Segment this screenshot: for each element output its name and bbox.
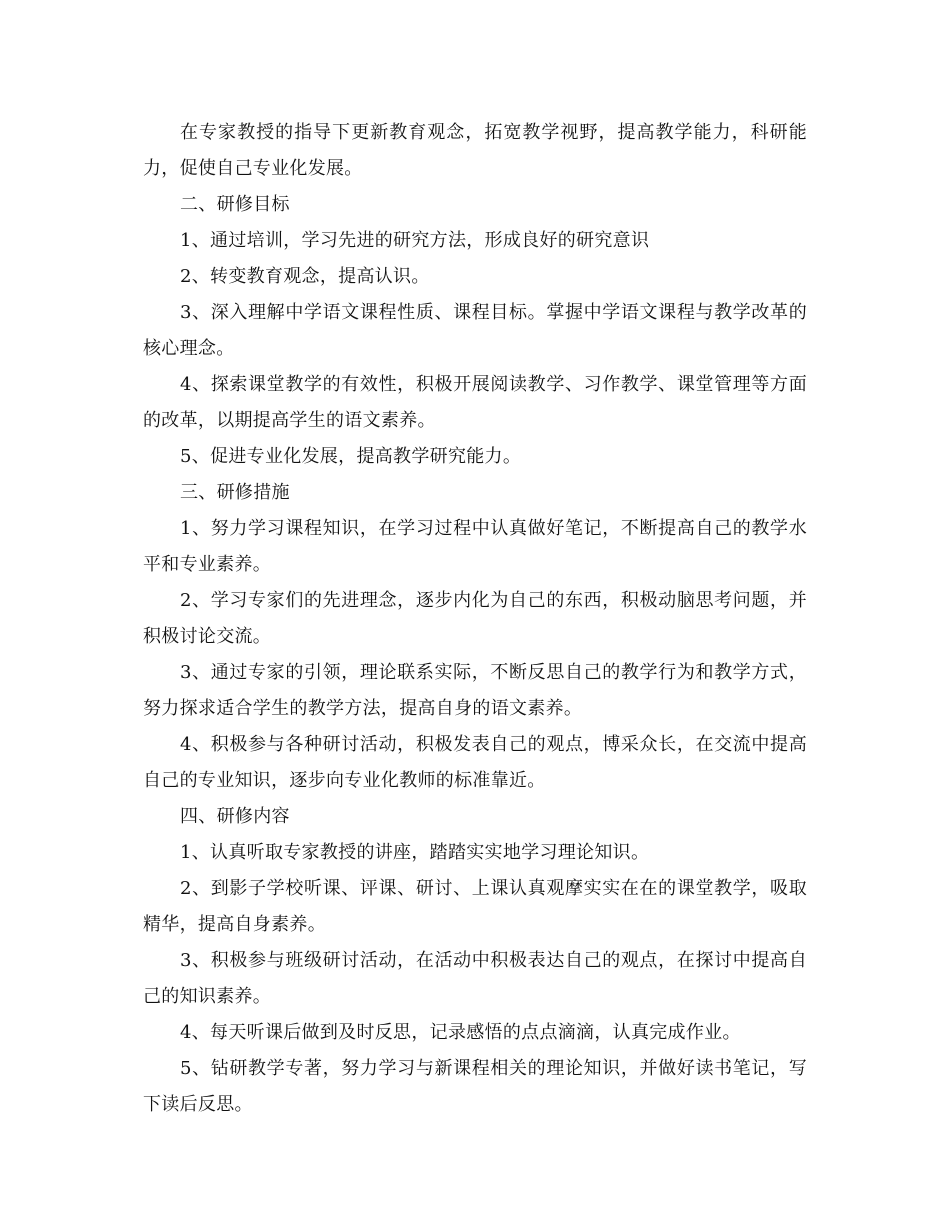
measure-item-1: 1、努力学习课程知识，在学习过程中认真做好笔记，不断提高自己的教学水平和专业素养。 xyxy=(143,518,807,575)
section-heading-research-measures: 三、研修措施 xyxy=(180,482,290,503)
document-body xyxy=(143,115,807,1123)
section-heading-research-goals: 二、研修目标 xyxy=(180,194,290,215)
content-item-2: 2、到影子学校听课、评课、研讨、上课认真观摩实实在在的课堂教学，吸取精华，提高自身素养。 xyxy=(143,878,807,935)
goal-item-1: 1、通过培训，学习先进的研究方法，形成良好的研究意识 xyxy=(180,230,650,251)
measure-item-3: 3、通过专家的引领，理论联系实际，不断反思自己的教学行为和教学方式，努力探求适合学生的教学方法，提高自身的语文素养。 xyxy=(143,662,807,719)
content-item-3: 3、积极参与班级研讨活动，在活动中积极表达自己的观点，在探讨中提高自己的知识素养。 xyxy=(143,950,807,1007)
paragraph-intro-continued: 在专家教授的指导下更新教育观念，拓宽教学视野，提高教学能力，科研能力，促使自己专业化发展。 xyxy=(143,122,807,179)
measure-item-2: 2、学习专家们的先进理念，逐步内化为自己的东西，积极动脑思考问题，并积极讨论交流。 xyxy=(143,590,807,647)
content-item-4: 4、每天听课后做到及时反思，记录感悟的点点滴滴，认真完成作业。 xyxy=(180,1022,741,1043)
section-heading-research-content: 四、研修内容 xyxy=(180,806,290,827)
goal-item-2: 2、转变教育观念，提高认识。 xyxy=(180,266,430,287)
goal-item-3: 3、深入理解中学语文课程性质、课程目标。掌握中学语文课程与教学改革的核心理念。 xyxy=(143,302,807,359)
measure-item-4: 4、积极参与各种研讨活动，积极发表自己的观点，博采众长，在交流中提高自己的专业知识，逐步向专业化教师的标准靠近。 xyxy=(143,734,807,791)
content-item-1: 1、认真听取专家教授的讲座，踏踏实实地学习理论知识。 xyxy=(180,842,650,863)
content-item-5: 5、钻研教学专著，努力学习与新课程相关的理论知识，并做好读书笔记，写下读后反思。 xyxy=(143,1058,807,1115)
goal-item-5: 5、促进专业化发展，提高教学研究能力。 xyxy=(180,446,522,467)
goal-item-4: 4、探索课堂教学的有效性，积极开展阅读教学、习作教学、课堂管理等方面的改革，以期提高学生的语文素养。 xyxy=(143,374,807,431)
